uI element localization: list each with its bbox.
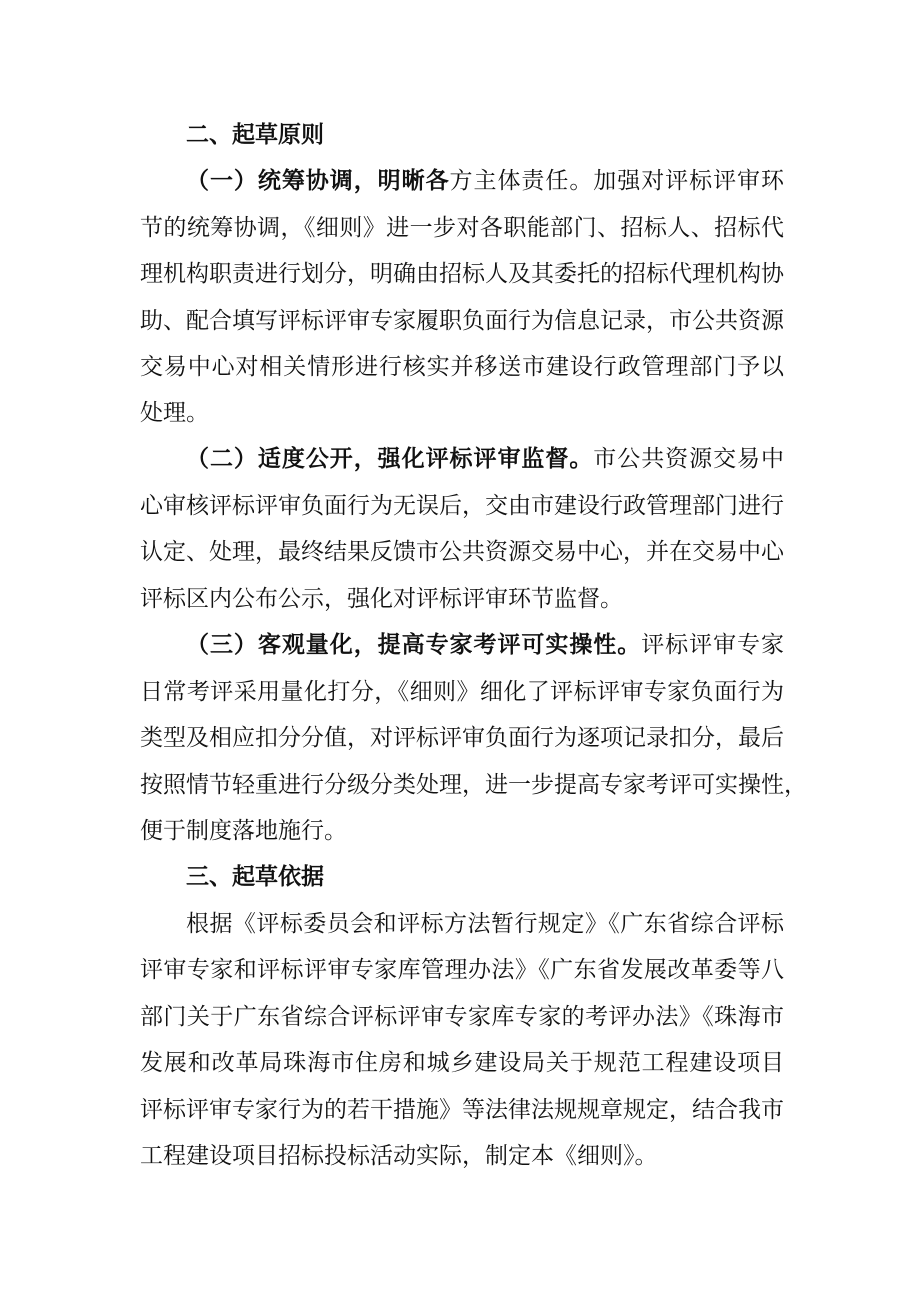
paragraph-line: 交易中心对相关情形进行核实并移送市建设行政管理部门予以 [140, 354, 784, 380]
paragraph-line: 类型及相应扣分分值，对评标评审负面行为逐项记录扣分，最后 [140, 725, 784, 751]
paragraph-line: 心审核评标评审负面行为无误后，交由市建设行政管理部门进行 [140, 493, 784, 519]
paragraph-line: 发展和改革局珠海市住房和城乡建设局关于规范工程建设项目 [140, 1050, 784, 1076]
paragraph-line: 处理。 [140, 400, 209, 426]
paragraph-line: 评标评审专家行为的若干措施》等法律法规规章规定，结合我市 [140, 1097, 784, 1123]
paragraph-line: 助、配合填写评标评审专家履职负面行为信息记录，市公共资源 [140, 308, 784, 334]
paragraph-line: 工程建设项目招标投标活动实际，制定本《细则》。 [140, 1143, 658, 1169]
section-heading-drafting-basis: 三、起草依据 [186, 864, 324, 890]
bold-lead-text: （二）适度公开，强化评标评审监督。 [186, 446, 594, 472]
paragraph-line: 部门关于广东省综合评标评审专家库专家的考评办法》《珠海市 [140, 1004, 784, 1030]
bold-lead-text: （一）统筹协调，明晰各 [186, 168, 450, 194]
paragraph-line: 按照情节轻重进行分级分类处理，进一步提高专家考评可实操性， [140, 772, 807, 798]
paragraph-line: 便于制度落地施行。 [140, 818, 347, 844]
paragraph-line: 根据《评标委员会和评标方法暂行规定》《广东省综合评标 [186, 911, 784, 937]
paragraph-line: 节的统筹协调，《细则》进一步对各职能部门、招标人、招标代 [140, 215, 784, 241]
paragraph-line: （三）客观量化，提高专家考评可实操性。评标评审专家 [186, 632, 785, 658]
bold-lead-text: （三）客观量化，提高专家考评可实操性。 [186, 632, 642, 658]
paragraph-line: 理机构职责进行划分，明确由招标人及其委托的招标代理机构协 [140, 261, 784, 287]
paragraph-line: 评标区内公布公示，强化对评标评审环节监督。 [140, 586, 623, 612]
paragraph-line: 认定、处理，最终结果反馈市公共资源交易中心，并在交易中心 [140, 539, 784, 565]
section-heading-drafting-principles: 二、起草原则 [186, 122, 324, 148]
paragraph-line: （一）统筹协调，明晰各方主体责任。加强对评标评审环 [186, 168, 785, 194]
paragraph-line: （二）适度公开，强化评标评审监督。市公共资源交易中 [186, 446, 785, 472]
paragraph-line: 日常考评采用量化打分，《细则》细化了评标评审专家负面行为 [140, 679, 784, 705]
paragraph-line: 评审专家和评标评审专家库管理办法》《广东省发展改革委等八 [140, 957, 784, 983]
